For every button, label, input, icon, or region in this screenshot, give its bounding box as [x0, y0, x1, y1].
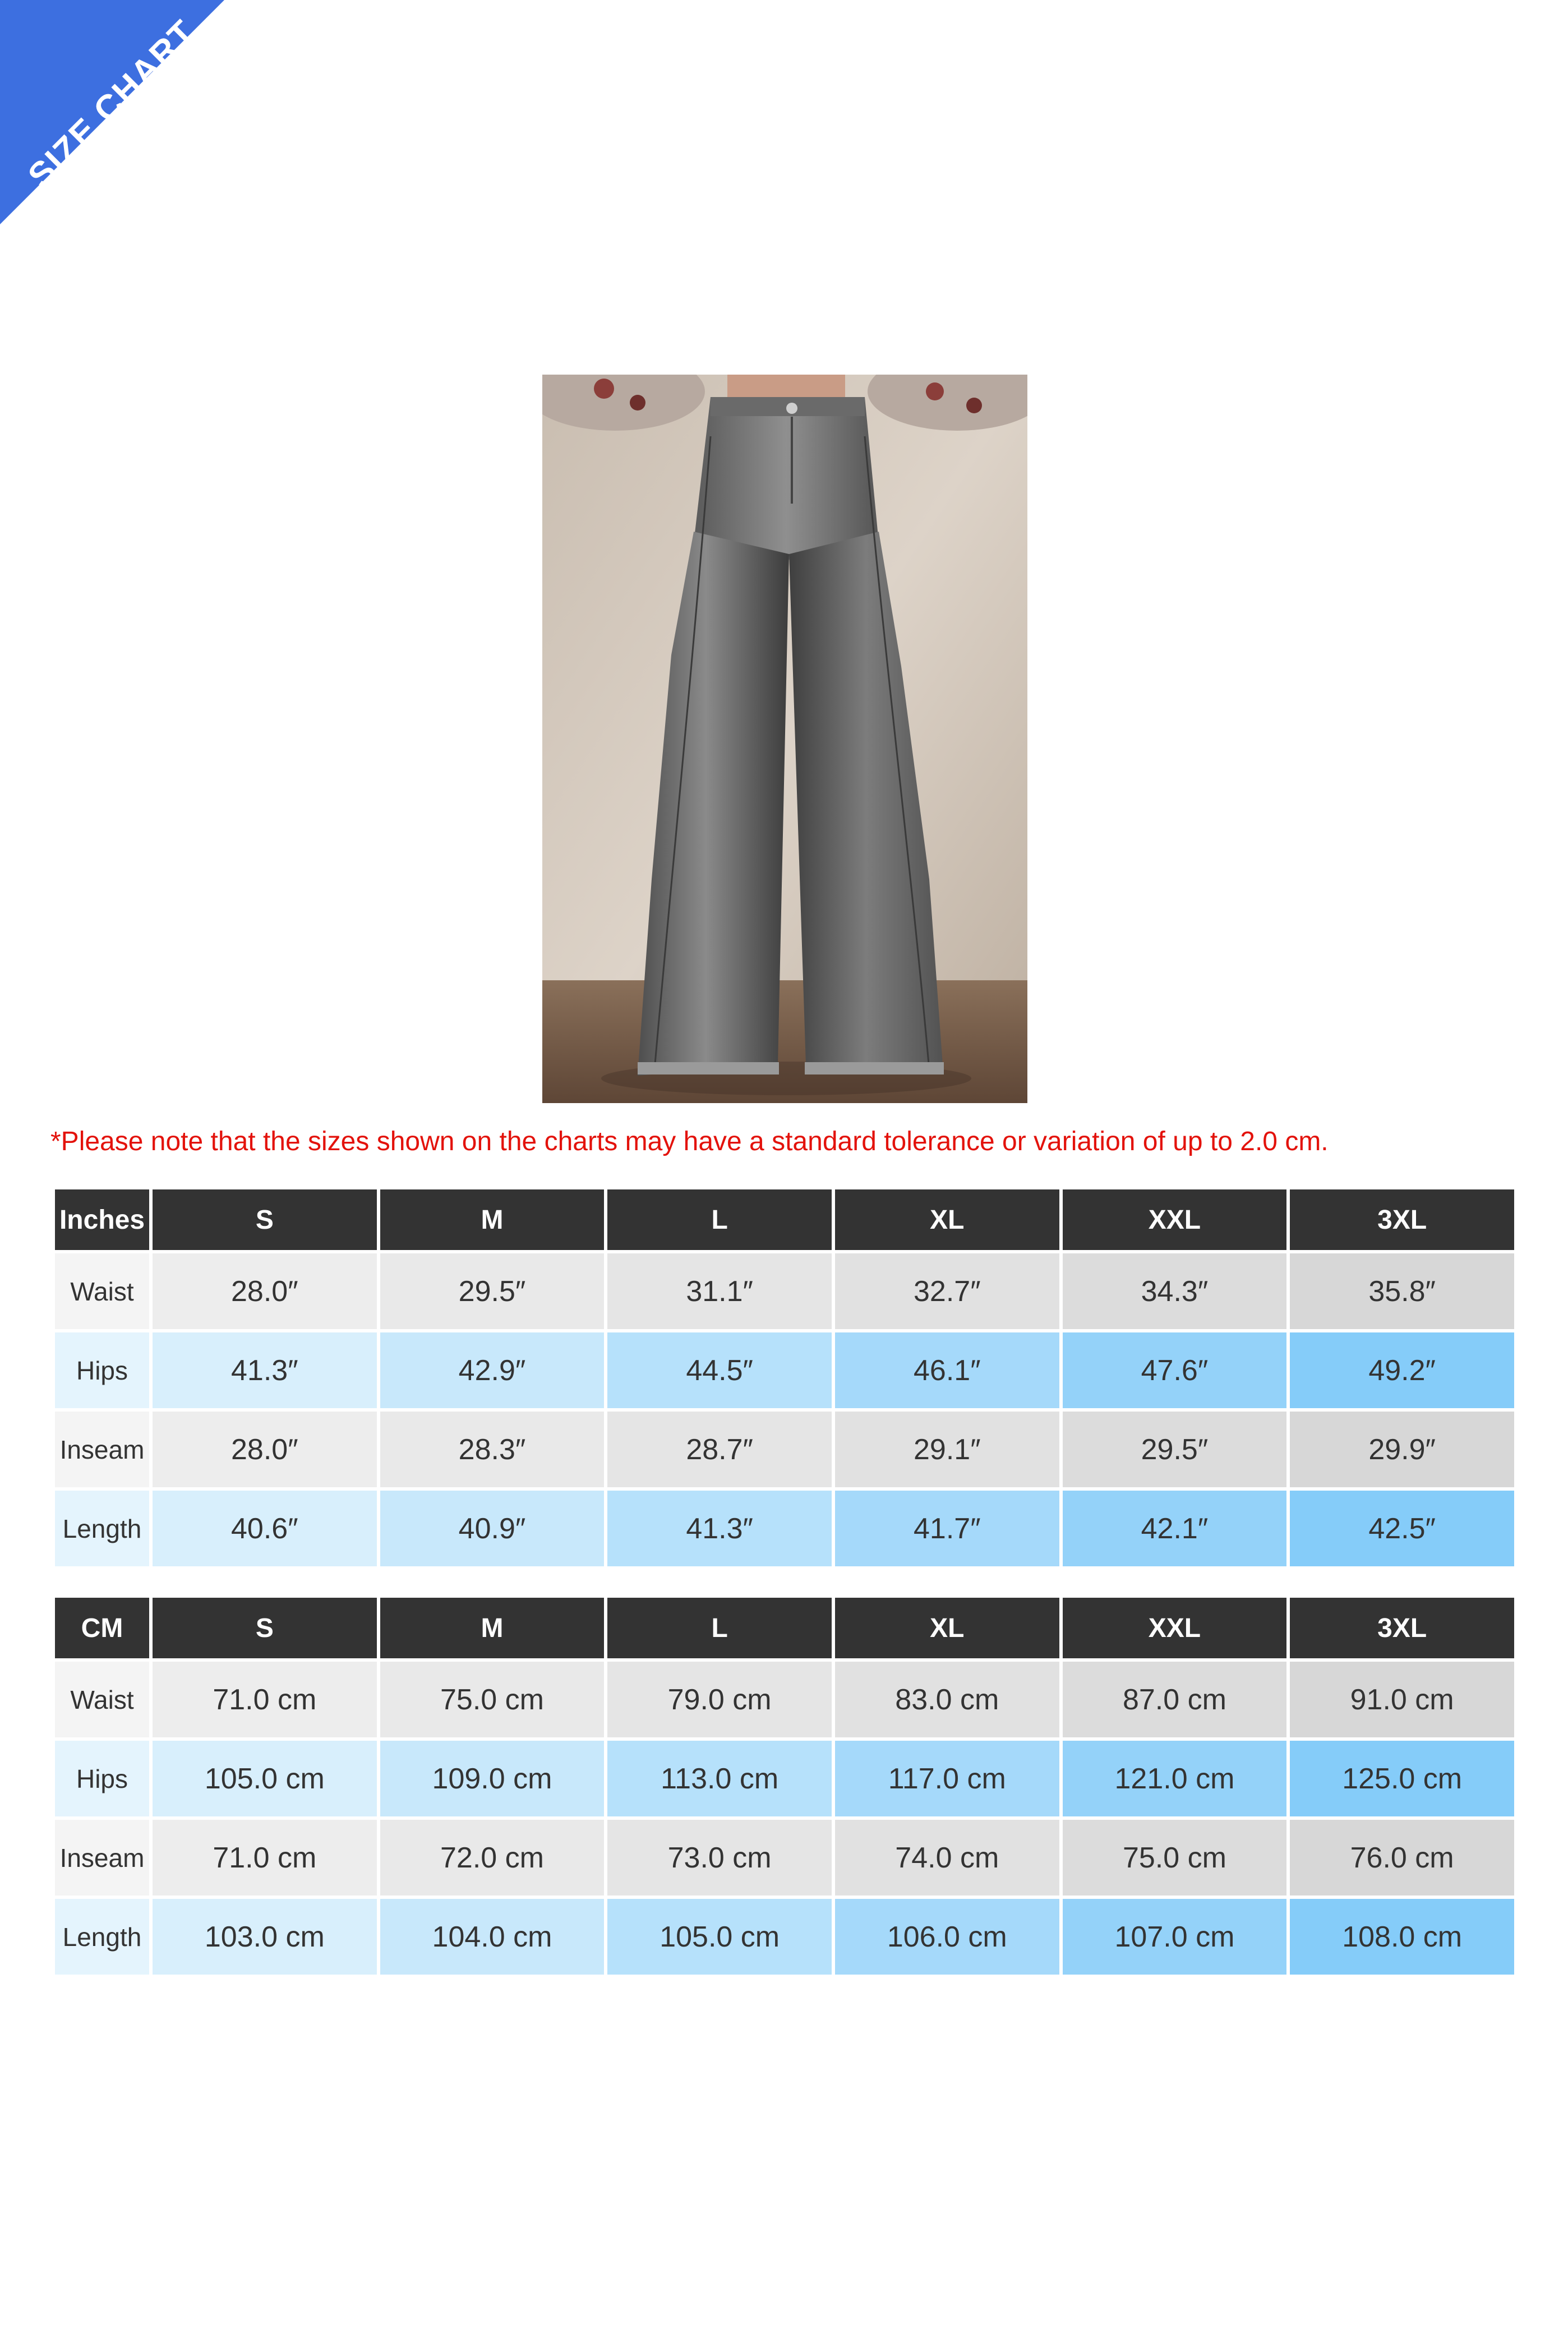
- row-label: Hips: [55, 1741, 149, 1816]
- table-cell: 109.0 cm: [380, 1741, 605, 1816]
- row-label: Waist: [55, 1662, 149, 1737]
- table-cell: 28.7″: [607, 1412, 832, 1487]
- table-row: [55, 1741, 1514, 1816]
- table-cell: 103.0 cm: [153, 1899, 377, 1975]
- table-header-row: [55, 1189, 1514, 1250]
- table-cell: 29.1″: [835, 1412, 1059, 1487]
- table-cell: 42.9″: [380, 1332, 605, 1408]
- table-cell: 76.0 cm: [1290, 1820, 1514, 1896]
- table-cell: 83.0 cm: [835, 1662, 1059, 1737]
- unit-header: CM: [55, 1598, 149, 1658]
- table-row: [55, 1412, 1514, 1487]
- size-header: S: [153, 1189, 377, 1250]
- table-cell: 32.7″: [835, 1253, 1059, 1329]
- table-cell: 117.0 cm: [835, 1741, 1059, 1816]
- table-cell: 42.5″: [1290, 1491, 1514, 1566]
- table-header-row: [55, 1598, 1514, 1658]
- table-cell: 29.9″: [1290, 1412, 1514, 1487]
- tolerance-note: *Please note that the sizes shown on the charts may have a standard tolerance or variation of up to 2.0 cm.: [50, 1127, 1329, 1156]
- size-header: XL: [835, 1598, 1059, 1658]
- table-row: [55, 1491, 1514, 1566]
- table-cell: 44.5″: [607, 1332, 832, 1408]
- size-header: XL: [835, 1189, 1059, 1250]
- table-cell: 105.0 cm: [607, 1899, 832, 1975]
- table-cell: 72.0 cm: [380, 1820, 605, 1896]
- table-cell: 74.0 cm: [835, 1820, 1059, 1896]
- table-cell: 49.2″: [1290, 1332, 1514, 1408]
- row-label: Waist: [55, 1253, 149, 1329]
- table-row: [55, 1253, 1514, 1329]
- table-cell: 40.9″: [380, 1491, 605, 1566]
- table-cell: 31.1″: [607, 1253, 832, 1329]
- table-cell: 28.0″: [153, 1412, 377, 1487]
- row-label: Length: [55, 1491, 149, 1566]
- table-cell: 35.8″: [1290, 1253, 1514, 1329]
- table-cell: 107.0 cm: [1063, 1899, 1287, 1975]
- table-row: [55, 1662, 1514, 1737]
- table-row: [55, 1820, 1514, 1896]
- table-cell: 87.0 cm: [1063, 1662, 1287, 1737]
- table-cell: 108.0 cm: [1290, 1899, 1514, 1975]
- table-cell: 40.6″: [153, 1491, 377, 1566]
- table-cell: 71.0 cm: [153, 1662, 377, 1737]
- table-cell: 125.0 cm: [1290, 1741, 1514, 1816]
- size-table-cm: [52, 1594, 1518, 1978]
- ribbon-label: SIZE CHART: [21, 12, 204, 196]
- row-label: Inseam: [55, 1820, 149, 1896]
- table-cell: 29.5″: [380, 1253, 605, 1329]
- table-cell: 71.0 cm: [153, 1820, 377, 1896]
- table-cell: 121.0 cm: [1063, 1741, 1287, 1816]
- table-cell: 41.3″: [153, 1332, 377, 1408]
- row-label: Hips: [55, 1332, 149, 1408]
- unit-header: Inches: [55, 1189, 149, 1250]
- table-cell: 41.7″: [835, 1491, 1059, 1566]
- size-header: S: [153, 1598, 377, 1658]
- size-header: L: [607, 1189, 832, 1250]
- table-cell: 75.0 cm: [1063, 1820, 1287, 1896]
- table-cell: 73.0 cm: [607, 1820, 832, 1896]
- row-label: Inseam: [55, 1412, 149, 1487]
- table-cell: 42.1″: [1063, 1491, 1287, 1566]
- table-cell: 113.0 cm: [607, 1741, 832, 1816]
- size-header: M: [380, 1598, 605, 1658]
- product-photo: [542, 375, 1027, 1103]
- row-label: Length: [55, 1899, 149, 1975]
- table-cell: 104.0 cm: [380, 1899, 605, 1975]
- size-header: 3XL: [1290, 1189, 1514, 1250]
- size-table-inches: [52, 1186, 1518, 1570]
- size-header: XXL: [1063, 1189, 1287, 1250]
- table-cell: 46.1″: [835, 1332, 1059, 1408]
- table-cell: 47.6″: [1063, 1332, 1287, 1408]
- table-cell: 28.3″: [380, 1412, 605, 1487]
- table-cell: 28.0″: [153, 1253, 377, 1329]
- jeans-illustration: [542, 375, 1027, 1103]
- size-header: XXL: [1063, 1598, 1287, 1658]
- size-header: 3XL: [1290, 1598, 1514, 1658]
- size-chart-ribbon: [0, 0, 224, 224]
- table-cell: 75.0 cm: [380, 1662, 605, 1737]
- table-cell: 105.0 cm: [153, 1741, 377, 1816]
- table-cell: 106.0 cm: [835, 1899, 1059, 1975]
- table-row: [55, 1332, 1514, 1408]
- table-cell: 29.5″: [1063, 1412, 1287, 1487]
- table-cell: 79.0 cm: [607, 1662, 832, 1737]
- size-header: M: [380, 1189, 605, 1250]
- table-cell: 41.3″: [607, 1491, 832, 1566]
- table-cell: 34.3″: [1063, 1253, 1287, 1329]
- size-header: L: [607, 1598, 832, 1658]
- table-cell: 91.0 cm: [1290, 1662, 1514, 1737]
- table-row: [55, 1899, 1514, 1975]
